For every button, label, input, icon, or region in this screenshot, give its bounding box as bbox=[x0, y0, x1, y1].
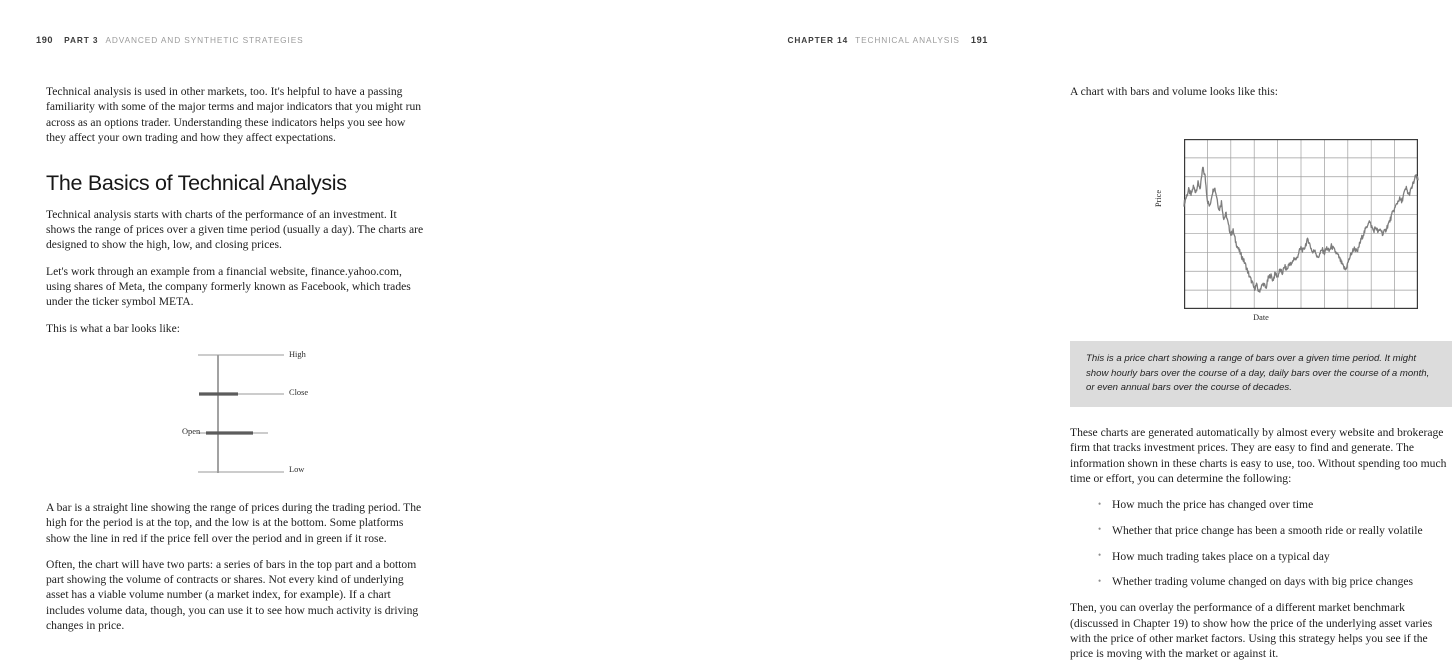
list-item-label: Whether that price change has been a smooth ride or really volatile bbox=[1112, 523, 1423, 537]
bullet-dot-icon: • bbox=[1098, 550, 1102, 561]
right-page bbox=[512, 0, 1447, 661]
list-item-label: Whether trading volume changed on days with big price changes bbox=[1112, 575, 1414, 589]
ohlc-bar-svg bbox=[46, 347, 428, 487]
bullet-dot-icon: • bbox=[1098, 575, 1102, 586]
section-heading: The Basics of Technical Analysis bbox=[46, 171, 347, 196]
part-number: PART 3 bbox=[64, 35, 99, 45]
bullet-list bbox=[1070, 497, 1452, 590]
left-page bbox=[0, 0, 512, 632]
callout-text: This is a price chart showing a range of bars over a given time period. It might show hourly bars over the course of a day, daily bars over the course of a month, or even annual bars over the course of decades. bbox=[1086, 353, 1430, 393]
chapter-number: CHAPTER 14 bbox=[787, 35, 849, 45]
part-name: ADVANCED AND SYNTHETIC STRATEGIES bbox=[105, 35, 304, 45]
label-low: Low bbox=[289, 464, 305, 474]
chapter-name: TECHNICAL ANALYSIS bbox=[855, 35, 960, 45]
chart-gridlines bbox=[1184, 139, 1418, 309]
price-chart-svg bbox=[1184, 139, 1418, 309]
list-item-label: How much the price has changed over time bbox=[1112, 498, 1314, 512]
label-high: High bbox=[289, 349, 306, 359]
folio-right: 191 bbox=[970, 35, 988, 45]
label-close: Close bbox=[289, 387, 309, 397]
price-chart-figure bbox=[1070, 115, 1452, 329]
paragraph-2: Let's work through an example from a financial website, finance.yahoo.com, using shares of Meta, the company formerly known as Facebook, which trades under the ticker symbol META. bbox=[46, 264, 411, 309]
paragraph-overlay: Then, you can overlay the performance of a different market benchmark (discussed in Chapter 19) to show how the price of the underlying asset varies with the price of other market factors. Using this strategy helps you see if the price is moving with the market or against it. bbox=[1070, 601, 1433, 661]
list-item bbox=[1098, 574, 1452, 589]
list-item bbox=[1098, 523, 1452, 538]
bullet-dot-icon: • bbox=[1098, 498, 1102, 509]
paragraph-chart-intro: A chart with bars and volume looks like this: bbox=[1070, 85, 1279, 98]
paragraph-3: This is what a bar looks like: bbox=[46, 321, 180, 335]
list-item bbox=[1098, 497, 1452, 512]
chart-x-axis-label: Date bbox=[1253, 313, 1269, 323]
bullet-dot-icon: • bbox=[1098, 524, 1102, 535]
label-open: Open bbox=[182, 426, 201, 436]
folio-left: 190 bbox=[36, 35, 54, 45]
running-head-right bbox=[787, 36, 988, 45]
paragraph-5: Often, the chart will have two parts: a series of bars in the top part and a bottom part showing the volume of contracts or shares. Not every kind of underlying asset has a viable volume number (a market index, for example). If a chart includes volume data, though, you can use it to see how much activity is driving changes in price. bbox=[46, 557, 419, 632]
right-column-body bbox=[1070, 84, 1452, 672]
callout-box bbox=[1070, 341, 1452, 407]
list-item bbox=[1098, 549, 1452, 564]
paragraph-intro: Technical analysis is used in other markets, too. It's helpful to have a passing familiarity with some of the major terms and major indicators that you might run across as an options trader. Understanding these indicators helps you see how they affect your own trading and how they affect expectations. bbox=[46, 85, 422, 144]
paragraph-1: Technical analysis starts with charts of the performance of an investment. It shows the range of prices over a given time period (usually a day). The charts are designed to show the high, low, and closing prices. bbox=[46, 207, 424, 252]
running-head-left bbox=[36, 36, 304, 45]
chart-y-axis-label: Price bbox=[1154, 190, 1163, 208]
price-chart bbox=[1184, 139, 1418, 314]
paragraph-4: A bar is a straight line showing the range of prices during the trading period. The high for the period is at the top, and the low is at the bottom. Some platforms show the line in red if the price fell over the period and in green if it rose. bbox=[46, 500, 422, 545]
paragraph-charts-generated: These charts are generated automatically by almost every website and brokerage firm that tracks investment prices. They are easy to find and generate. The information shown in these charts is easy to use, too. Without spending too much time or effort, you can determine the following: bbox=[1070, 425, 1447, 485]
list-item-label: How much trading takes place on a typical day bbox=[1112, 549, 1330, 563]
ohlc-bar-diagram bbox=[46, 347, 428, 489]
left-column-body bbox=[46, 84, 428, 644]
